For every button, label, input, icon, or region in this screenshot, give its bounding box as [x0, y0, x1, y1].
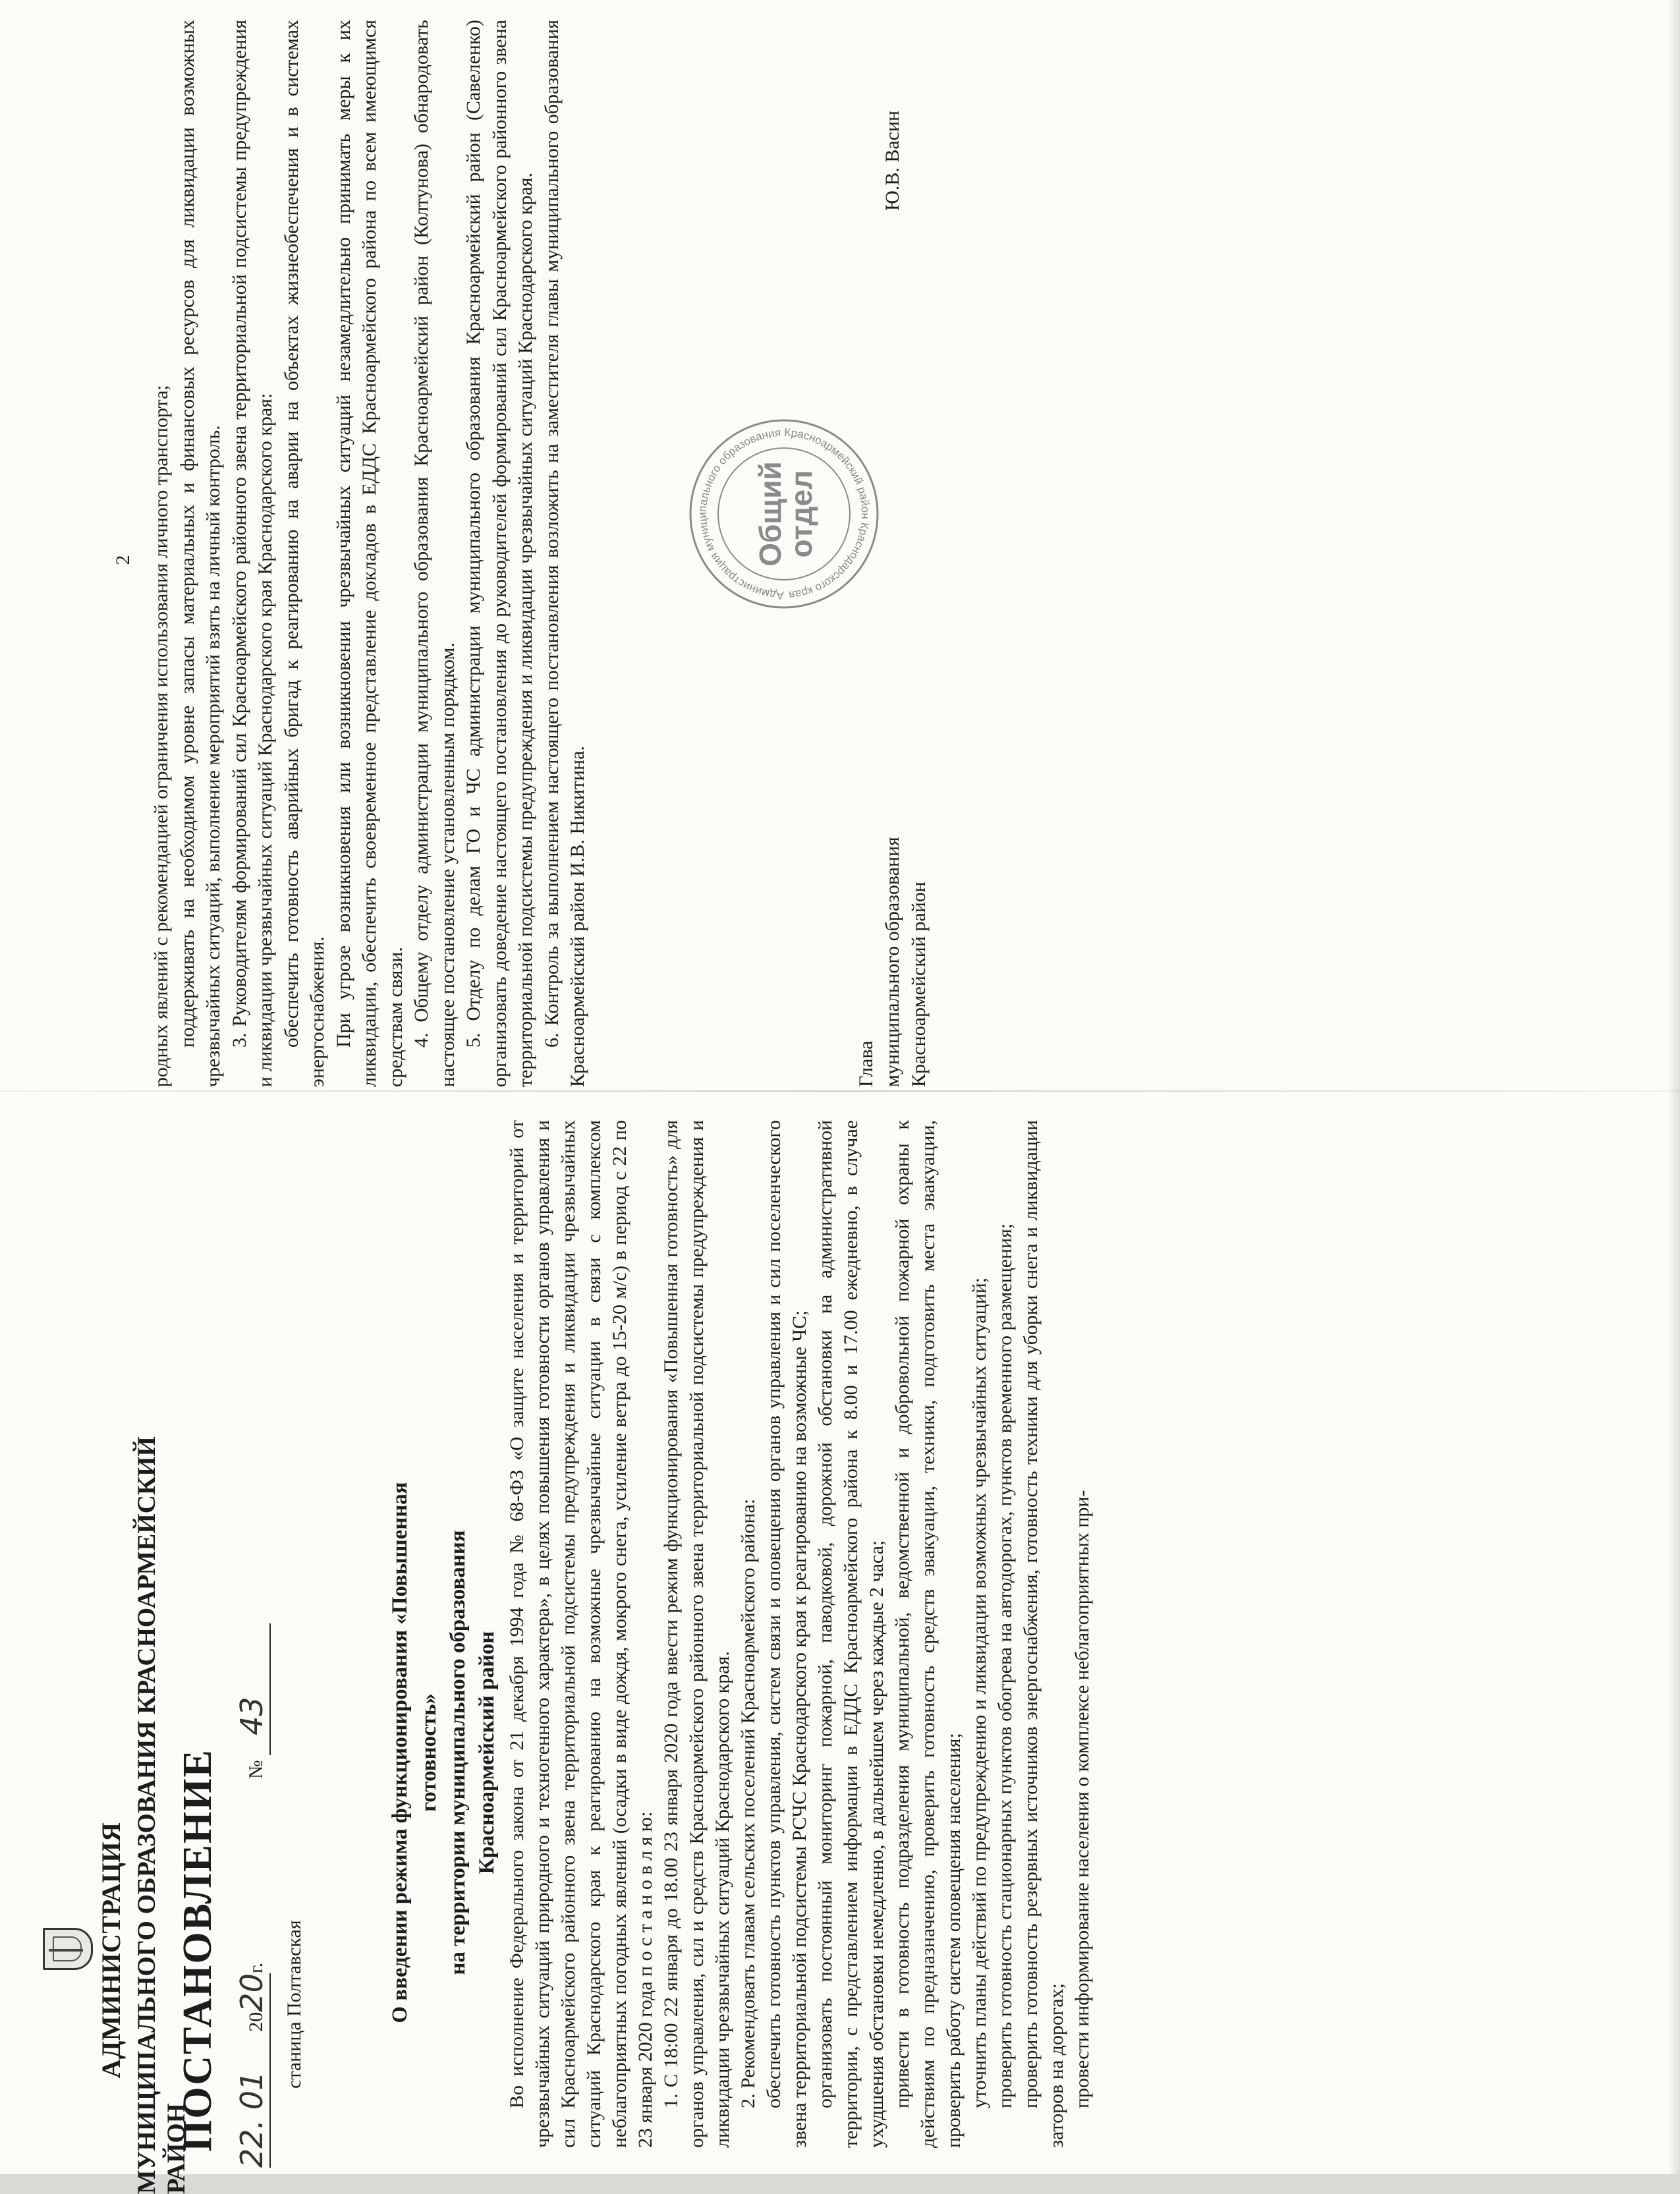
paragraph: При угрозе возникновения или возникновении чрезвычайных ситуаций незамедлительно принимать меры к их ликвидации, обеспечить своевременное представление докладов в ЕДДС Красноармейского района по всем имеющимся средствам связи. [332, 20, 406, 1087]
paragraph: Во исполнение Федерального закона от 21 декабря 1994 года № 68-ФЗ «О защите населения и территорий от чрезвычайных ситуаций природного и техногенного характера», в целях повышения готовности органов управления и сил Красноармейского районного звена территориальной подсистемы предупреждения и ликвидации чрезвычайных ситуаций Краснодарского края к реагированию на возможные чрезвычайные ситуации в связи с комплексом неблагоприятных погодных явлений (осадки в виде дождя, мокрого снега, усиление ветра до 15-20 м/с) в период с 22 по 23 января 2020 года п о с т а н о в л я ю: [506, 1120, 656, 2148]
page-one [13, 1100, 1093, 2194]
page-fold [0, 1090, 1680, 1092]
coat-of-arms-icon [43, 1928, 93, 1970]
paragraph: 5. Отделу по делам ГО и ЧС администрации муниципального образования Красноармейский район (Савеленко) организовать доведение настоящего постановления до руководителей формирований сил Красноармейского районного звена территориальной подсистемы предупреждения и ликвидации чрезвычайных ситуаций Краснодарского края. [462, 20, 536, 1087]
handwritten-date: 22. 01 [234, 2071, 269, 2168]
subject-line: Красноармейский район [475, 1631, 499, 1874]
page-two [112, 7, 1034, 1087]
paragraph: 2. Рекомендовать главам сельских поселений Красноармейского района: [737, 1498, 759, 2108]
paragraph: родных явлений с рекомендацией ограничения использования личного транспорта; [150, 385, 172, 1087]
paragraph: обеспечить готовность пунктов управления, систем связи и оповещения органов управления и сил поселенческого звена территориальной подсистемы РСЧС Краснодарского края к реагированию на возможные ЧС; [763, 1120, 810, 2148]
page-one-body [504, 1120, 1095, 2148]
paragraph: проверить готовность стационарных пунктов обогрева на автодорогах, пунктов временного размещения; [994, 1223, 1016, 2108]
svg-text:Администрация муниципального о: Администрация муниципального образования Красноармейский район Краснодарского края [696, 426, 872, 602]
handwritten-year: 20 [234, 1973, 269, 2012]
document-type-title: ПОСТАНОВЛЕНИЕ [175, 1749, 220, 2152]
paragraph: обеспечить готовность аварийных бригад к реагированию на аварии на объектах жизнеобеспечения и в системах энергоснабжения. [280, 20, 328, 1087]
header-admin: АДМИНИСТРАЦИЯ [96, 1822, 126, 2079]
paragraph: проверить готовность резервных источников энергоснабжения, готовность техники для уборки снега и ликвидации заторов на дорогах; [1020, 1120, 1067, 2148]
number-label: № [245, 1760, 267, 1779]
signature-title: муниципального образования [882, 837, 903, 1087]
paragraph: организовать постоянный мониторинг пожарной, паводковой, дорожной обстановки на административной территории, с представлением информации в ЕДДС Красноармейского района к 8.00 и 17.00 ежедневно, в случае ухудшения обстановки немедленно, в дальнейшем через каждые 2 часа; [814, 1120, 887, 2148]
page-two-body [148, 20, 591, 1087]
year-prefix: 20 [245, 2011, 267, 2032]
paragraph: провести информирование населения о комплексе неблагоприятных при- [1071, 1490, 1093, 2108]
paragraph: привести в готовность подразделения муниципальной, ведомственной и добровольной пожарной охраны к действиям по предназначению, проверить готовность средств эвакуации, техники, подготовить места эвакуации, проверить работу систем оповещения населения; [891, 1120, 965, 2148]
signature-title: Глава [855, 1040, 877, 1087]
paragraph: 1. С 18:00 22 января до 18.00 23 января 2020 года ввести режим функционирования «Повышенная готовность» для органов управления, сил и средств Красноармейского районного звена территориальной подсистемы предупреждения и ликвидации чрезвычайных ситуаций Краснодарского края. [660, 1120, 733, 2148]
paragraph: 4. Общему отделу администрации муниципального образования Красноармейский район (Колтунова) обнародовать настоящее постановление установленным порядком. [410, 20, 459, 1087]
header-organization: МУНИЦИПАЛЬНОГО ОБРАЗОВАНИЯ КРАСНОАРМЕЙСКИЙ РАЙОН [132, 1436, 190, 2194]
paragraph: поддерживать на необходимом уровне запасы материальных и финансовых ресурсов для ликвидации возможных чрезвычайных ситуаций, выполнение мероприятий взять на личный контроль. [176, 20, 224, 1087]
paragraph: 3. Руководителям формирований сил Красноармейского районного звена территориальной подсистемы предупреждения и ликвидации чрезвычайных ситуаций Краснодарского края Краснодарского края: [228, 20, 276, 1087]
document-subject [385, 1456, 501, 2049]
date-line [234, 1891, 272, 2168]
signature-title: Красноармейский район [908, 882, 930, 1087]
subject-line: О введении режима функционирования «Повышенная готовность» [388, 1482, 441, 2023]
scan-edge-shadow [1668, 0, 1680, 2174]
svg-text:отдел: отдел [784, 470, 818, 558]
page-number: 2 [112, 555, 134, 565]
subject-line: на территории муниципального образования [446, 1530, 470, 1975]
paragraph: уточнить планы действий по предупреждению и ликвидации возможных чрезвычайных ситуаций; [968, 1277, 990, 2108]
handwritten-number: 43 [234, 1697, 269, 1735]
signature-block [853, 20, 932, 1087]
paragraph: 6. Контроль за выполнением настоящего постановления возложить на заместителя главы муниципального образования Красноармейский район И.В. Никитина. [540, 20, 588, 1087]
number-line [234, 1594, 272, 1779]
year-suffix: г. [245, 1962, 267, 1974]
svg-text:Общий: Общий [753, 461, 787, 567]
station-location: станица Полтавская [283, 1920, 305, 2089]
signatory-name: Ю.В. Васин [882, 110, 903, 211]
